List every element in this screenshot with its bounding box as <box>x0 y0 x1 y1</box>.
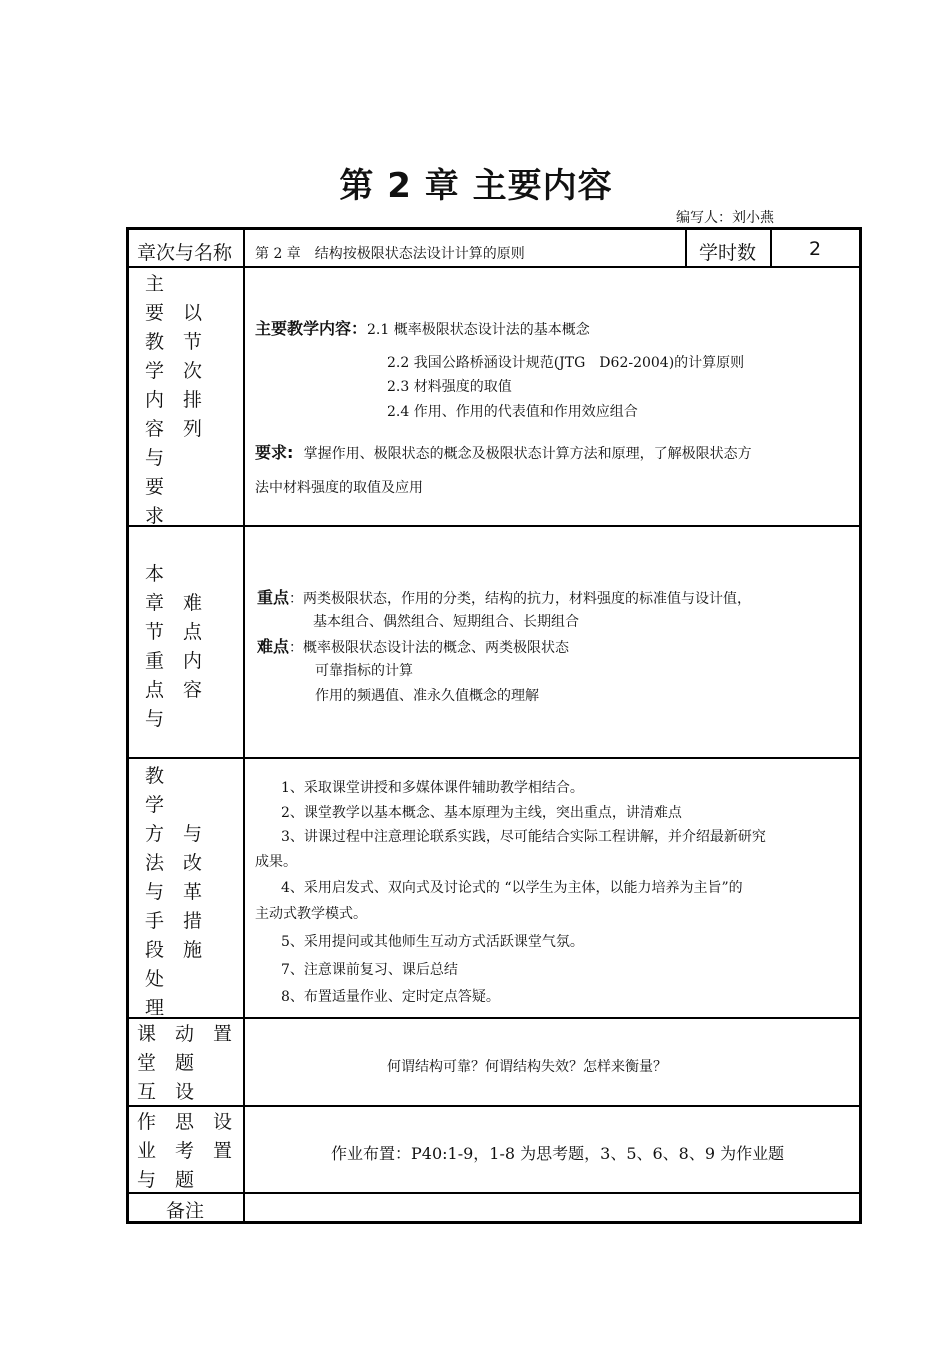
homework-assignment: 作业布置：P40:1-9，1-8 为思考题，3、5、6、8、9 为作业题 <box>331 1144 785 1163</box>
section-label-homework: 作 思 设 业 考 置 与 题 <box>137 1111 233 1191</box>
key-points-line2: 基本组合、偶然组合、短期组合、长期组合 <box>313 614 579 630</box>
chapter-name: 第 2 章 结构按极限状态法设计计算的原则 <box>255 246 525 262</box>
requirement-line: 要求: 掌握作用、极限状态的概念及极限状态计算方法和原理，了解极限状态方 <box>255 443 752 462</box>
key-points-line: 重点：两类极限状态，作用的分类，结构的抗力，材料强度的标准值与设计值， <box>257 588 752 607</box>
method-line: 1、采取课堂讲授和多媒体课件辅助教学相结合。 <box>281 780 584 796</box>
difficulty-line2: 可靠指标的计算 <box>315 663 413 679</box>
page-title: 第 2 章 主要内容 <box>339 166 613 206</box>
row-divider <box>129 525 859 527</box>
row-divider <box>129 757 859 759</box>
difficulty-line3: 作用的频遇值、准永久值概念的理解 <box>315 688 539 704</box>
hours-value: 2 <box>809 238 822 260</box>
section-label-content: 主 要 以 教 节 学 次 内 排 容 列 与 要 求 <box>145 273 203 527</box>
method-line: 2、课堂教学以基本概念、基本原理为主线，突出重点，讲清难点 <box>281 805 682 821</box>
method-line: 成果。 <box>255 854 297 870</box>
main-item: 2.1 概率极限状态设计法的基本概念 <box>367 322 590 338</box>
main-item: 2.3 材料强度的取值 <box>387 379 512 395</box>
remarks-label: 备注 <box>166 1200 205 1222</box>
lesson-plan-table <box>126 227 862 1224</box>
section-label-methods: 教 学 方 与 法 改 与 革 手 措 段 施 处 理 <box>145 765 203 1019</box>
method-line: 8、布置适量作业、定时定点答疑。 <box>281 989 500 1005</box>
difficulty-label: 难点 <box>257 637 290 656</box>
method-line: 4、采用启发式、双向式及讨论式的 “以学生为主体，以能力培养为主旨”的 <box>281 880 743 896</box>
row-divider <box>129 266 859 268</box>
section-label-interaction: 课 动 置 堂 题 互 设 <box>137 1023 233 1103</box>
main-content-line <box>255 316 590 339</box>
method-line: 3、讲课过程中注意理论联系实践，尽可能结合实际工程讲解，并介绍最新研究 <box>281 829 766 845</box>
key-points-label: 重点 <box>257 588 290 607</box>
main-item: 2.2 我国公路桥涵设计规范(JTG D62-2004)的计算原则 <box>387 355 745 371</box>
difficulty-line: 难点：概率极限状态设计法的概念、两类极限状态 <box>257 637 570 656</box>
requirement-line2: 法中材料强度的取值及应用 <box>255 480 423 496</box>
main-content-label: 主要教学内容： <box>255 319 368 338</box>
col-divider <box>770 230 772 266</box>
requirement-label: 要求: <box>255 443 294 462</box>
interaction-question: 何谓结构可靠？何谓结构失效？怎样来衡量？ <box>387 1059 667 1075</box>
name-label: 章次与名称 <box>137 242 233 264</box>
method-line: 7、注意课前复习、课后总结 <box>281 962 458 978</box>
author-line: 编写人：刘小燕 <box>676 210 774 226</box>
hours-label: 学时数 <box>699 242 757 264</box>
method-line: 5、采用提问或其他师生互动方式活跃课堂气氛。 <box>281 934 584 950</box>
method-line: 主动式教学模式。 <box>255 906 367 922</box>
section-label-keypoints: 本 章 难 节 点 重 内 点 容 与 <box>145 563 203 730</box>
row-divider <box>129 1017 859 1019</box>
col-divider <box>685 230 687 266</box>
main-item: 2.4 作用、作用的代表值和作用效应组合 <box>387 404 638 420</box>
